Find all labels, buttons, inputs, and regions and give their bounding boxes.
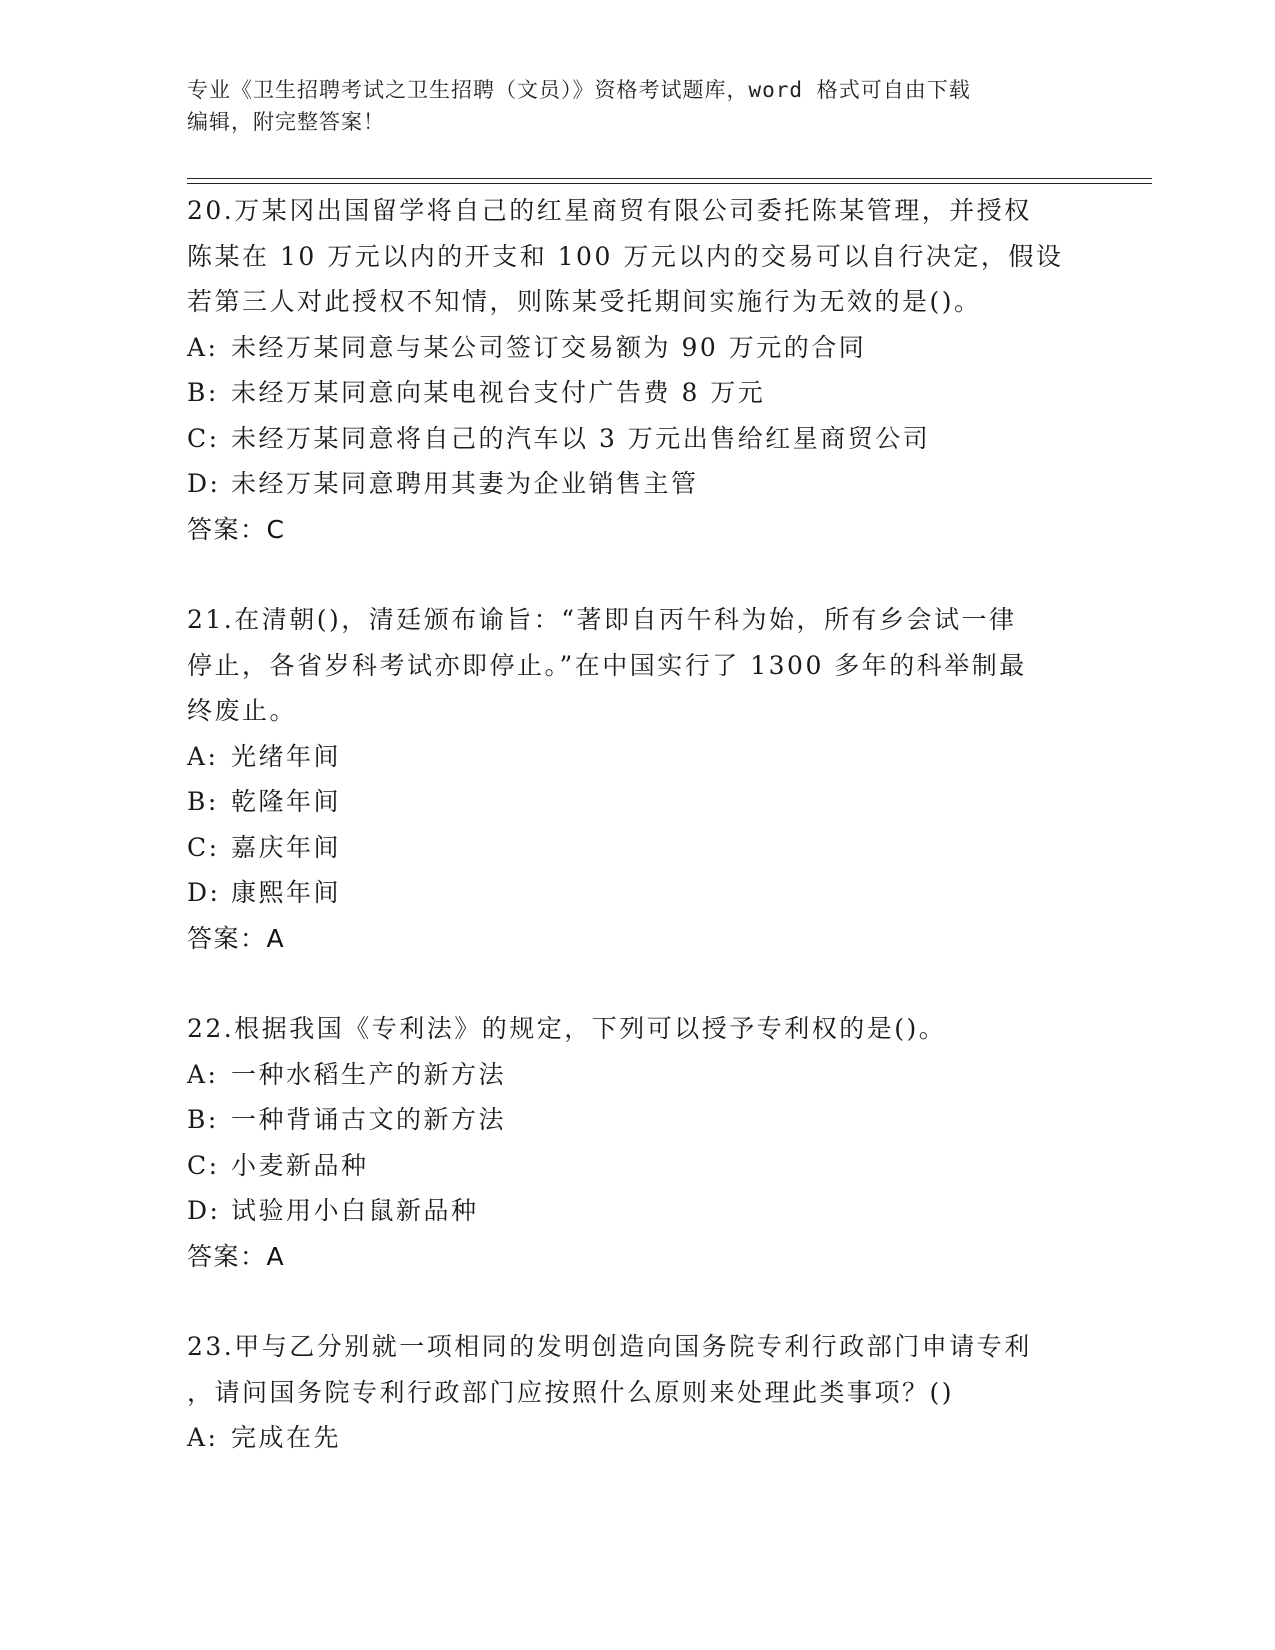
option-c xyxy=(187,825,1087,871)
option-c xyxy=(187,416,1087,462)
option-b xyxy=(187,370,1087,416)
option-a xyxy=(187,1415,1087,1461)
question-stem-line: 陈某在 10 万元以内的开支和 100 万元以内的交易可以自行决定，假设 xyxy=(187,241,1064,271)
option-text: 完成在先 xyxy=(231,1423,342,1452)
option-label: C: xyxy=(187,423,220,453)
option-label: A: xyxy=(187,741,219,771)
question-stem-line: ，请问国务院专利行政部门应按照什么原则来处理此类事项？() xyxy=(187,1377,955,1407)
question-22 xyxy=(187,1006,1087,1279)
option-label: D: xyxy=(187,1196,221,1225)
option-label: B: xyxy=(187,787,219,816)
option-text: 光绪年间 xyxy=(231,741,342,771)
option-text: 一种背诵古文的新方法 xyxy=(231,1105,507,1134)
option-text: 未经万某同意将自己的汽车以 3 万元出售给红星商贸公司 xyxy=(231,423,931,453)
question-23 xyxy=(187,1324,1087,1461)
option-label: A: xyxy=(187,332,219,362)
option-c xyxy=(187,1143,1087,1189)
option-label: B: xyxy=(187,378,219,407)
option-text: 嘉庆年间 xyxy=(231,832,342,862)
option-b xyxy=(187,779,1087,825)
option-text: 未经万某同意向某电视台支付广告费 8 万元 xyxy=(231,378,766,407)
header-rule-bottom xyxy=(187,183,1152,184)
header-rule-top xyxy=(187,178,1152,179)
option-label: D: xyxy=(187,469,221,498)
option-label: A: xyxy=(187,1423,219,1452)
option-text: 小麦新品种 xyxy=(231,1150,369,1180)
document-header xyxy=(187,74,1087,138)
option-text: 一种水稻生产的新方法 xyxy=(231,1059,507,1089)
option-text: 康熙年间 xyxy=(231,878,342,907)
question-20 xyxy=(187,188,1087,552)
question-21 xyxy=(187,597,1087,961)
question-stem-line: 22.根据我国《专利法》的规定，下列可以授予专利权的是()。 xyxy=(187,1014,947,1043)
question-stem-line: 终废止。 xyxy=(187,696,298,725)
option-text: 试验用小白鼠新品种 xyxy=(231,1196,479,1225)
spacer xyxy=(187,1279,1087,1324)
option-label: C: xyxy=(187,1150,220,1180)
question-stem-line: 23.甲与乙分别就一项相同的发明创造向国务院专利行政部门申请专利 xyxy=(187,1332,1032,1361)
answer-line: 答案：A xyxy=(187,1241,286,1271)
option-label: A: xyxy=(187,1059,219,1089)
question-stem-line: 21.在清朝()，清廷颁布谕旨：“著即自丙午科为始，所有乡会试一律 xyxy=(187,605,1017,634)
answer-line: 答案：A xyxy=(187,923,286,953)
spacer xyxy=(187,961,1087,1006)
question-stem-line: 20.万某冈出国留学将自己的红星商贸有限公司委托陈某管理，并授权 xyxy=(187,196,1032,225)
question-stem-line: 停止，各省岁科考试亦即停止。”在中国实行了 1300 多年的科举制最 xyxy=(187,650,1027,680)
option-d xyxy=(187,1188,1087,1234)
spacer xyxy=(187,552,1087,597)
option-a xyxy=(187,325,1087,371)
option-label: B: xyxy=(187,1105,219,1134)
option-text: 未经万某同意聘用其妻为企业销售主管 xyxy=(231,469,699,498)
answer-line: 答案：C xyxy=(187,514,286,544)
option-d xyxy=(187,461,1087,507)
option-a xyxy=(187,1052,1087,1098)
option-b xyxy=(187,1097,1087,1143)
header-line-2: 编辑，附完整答案！ xyxy=(187,110,385,134)
header-line-1: 专业《卫生招聘考试之卫生招聘（文员）》资格考试题库，word 格式可自由下载 xyxy=(187,78,971,102)
question-list xyxy=(187,188,1087,1461)
option-text: 乾隆年间 xyxy=(231,787,342,816)
question-stem-line: 若第三人对此授权不知情，则陈某受托期间实施行为无效的是()。 xyxy=(187,287,982,316)
option-label: D: xyxy=(187,878,221,907)
option-label: C: xyxy=(187,832,220,862)
option-d xyxy=(187,870,1087,916)
option-a xyxy=(187,734,1087,780)
option-text: 未经万某同意与某公司签订交易额为 90 万元的合同 xyxy=(231,332,867,362)
